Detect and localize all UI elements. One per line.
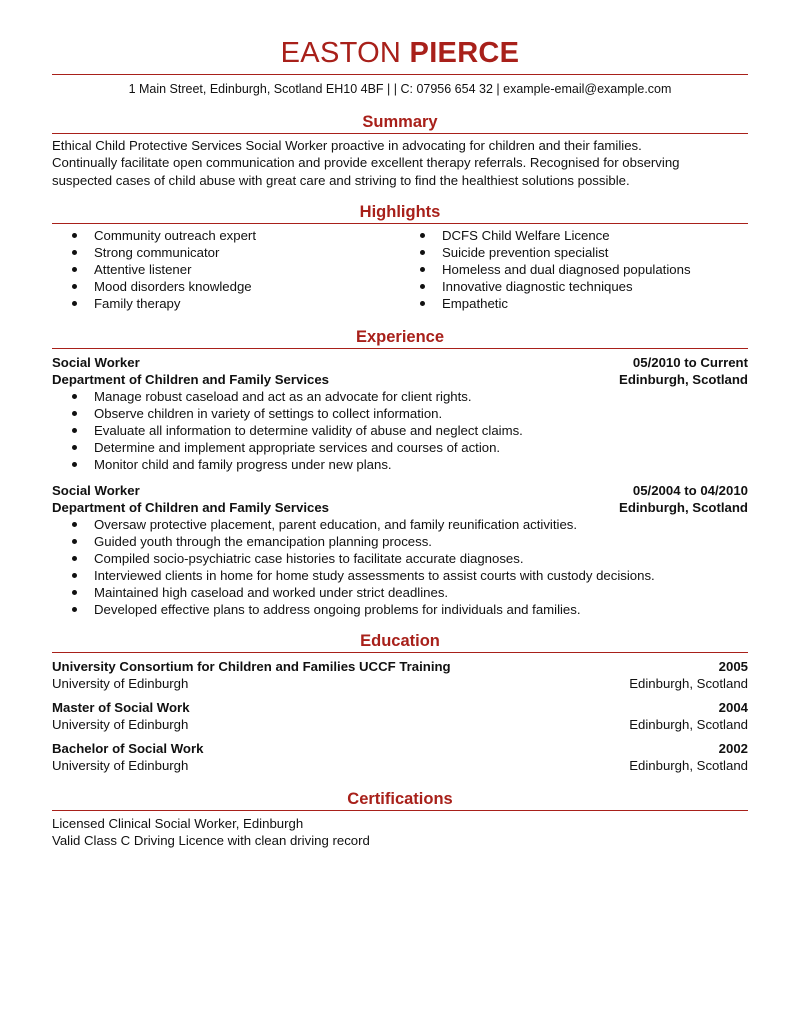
job-duty: Observe children in variety of settings to collect information. <box>52 405 748 422</box>
summary-text <box>52 137 748 189</box>
last-name: PIERCE <box>409 37 520 69</box>
job-location: Edinburgh, Scotland <box>619 371 748 387</box>
education-school: University of Edinburgh <box>52 716 189 732</box>
education-year: 2004 <box>718 699 748 715</box>
highlight-item: Family therapy <box>52 295 400 312</box>
education-school: University of Edinburgh <box>52 675 189 691</box>
summary-line: Continually facilitate open communication and provide excellent therapy referrals. Recognised for observing <box>52 155 680 171</box>
highlight-item: Innovative diagnostic techniques <box>400 278 748 295</box>
certifications-list <box>52 815 748 849</box>
job-title: Social Worker <box>52 354 140 370</box>
job-duty: Developed effective plans to address ongoing problems for individuals and families. <box>52 601 748 618</box>
job-employer: Department of Children and Family Services <box>52 499 330 515</box>
job-duty: Maintained high caseload and worked under strict deadlines. <box>52 584 748 601</box>
highlight-item: Suicide prevention specialist <box>400 244 748 261</box>
highlights-right-column <box>400 227 748 312</box>
job-duty: Evaluate all information to determine validity of abuse and neglect claims. <box>52 422 748 439</box>
job-duty: Manage robust caseload and act as an advocate for client rights. <box>52 388 748 405</box>
job-entry <box>52 354 748 473</box>
first-name: EASTON <box>280 37 402 69</box>
education-degree: University Consortium for Children and Families UCCF Training <box>52 658 451 674</box>
education-entry <box>52 699 748 733</box>
education-location: Edinburgh, Scotland <box>629 716 748 732</box>
highlights-list <box>52 227 748 312</box>
certification-item: Licensed Clinical Social Worker, Edinburgh <box>52 815 304 831</box>
certification-item: Valid Class C Driving Licence with clean driving record <box>52 832 370 848</box>
education-degree: Master of Social Work <box>52 699 190 715</box>
job-location: Edinburgh, Scotland <box>619 499 748 515</box>
header-rule <box>52 74 748 75</box>
education-title: Education <box>360 631 440 650</box>
education-rule <box>52 652 748 653</box>
job-employer: Department of Children and Family Services <box>52 371 330 387</box>
job-duty: Monitor child and family progress under new plans. <box>52 456 748 473</box>
education-entry <box>52 658 748 692</box>
job-duty: Oversaw protective placement, parent education, and family reunification activities. <box>52 516 748 533</box>
job-duty: Interviewed clients in home for home study assessments to assist courts with custody decisions. <box>52 567 748 584</box>
summary-line: Ethical Child Protective Services Social Worker proactive in advocating for children and their families. <box>52 138 642 153</box>
education-degree: Bachelor of Social Work <box>52 740 204 756</box>
summary-rule <box>52 133 748 134</box>
highlights-left-column <box>52 227 400 312</box>
certifications-rule <box>52 810 748 811</box>
job-dates: 05/2004 to 04/2010 <box>632 482 748 498</box>
highlight-item: Attentive listener <box>52 261 400 278</box>
job-duty: Compiled socio-psychiatric case histories to facilitate accurate diagnoses. <box>52 550 748 567</box>
job-entry <box>52 482 748 618</box>
job-duties <box>52 516 748 618</box>
candidate-name <box>52 36 748 70</box>
education-year: 2002 <box>718 740 748 756</box>
education-location: Edinburgh, Scotland <box>629 675 748 691</box>
summary-title: Summary <box>362 113 438 131</box>
education-location: Edinburgh, Scotland <box>629 757 748 773</box>
certifications-title: Certifications <box>347 789 453 808</box>
job-title: Social Worker <box>52 482 140 498</box>
highlight-item: Community outreach expert <box>52 227 400 244</box>
education-entry <box>52 740 748 774</box>
job-duty: Guided youth through the emancipation planning process. <box>52 533 748 550</box>
highlights-title: Highlights <box>359 202 441 221</box>
highlight-item: Strong communicator <box>52 244 400 261</box>
summary-line: suspected cases of child abuse with great care and striving to find the healthiest solutions possible. <box>52 172 630 188</box>
job-duty: Determine and implement appropriate services and courses of action. <box>52 439 748 456</box>
education-year: 2005 <box>718 658 748 674</box>
job-dates: 05/2010 to Current <box>632 354 748 370</box>
experience-title: Experience <box>355 327 445 346</box>
highlight-item: Homeless and dual diagnosed populations <box>400 261 748 278</box>
highlight-item: Mood disorders knowledge <box>52 278 400 295</box>
highlights-rule <box>52 223 748 224</box>
contact-line: 1 Main Street, Edinburgh, Scotland EH10 4BF | | C: 07956 654 32 | example-email@example.com <box>128 82 672 96</box>
job-duties <box>52 388 748 473</box>
highlight-item: DCFS Child Welfare Licence <box>400 227 748 244</box>
resume-page <box>52 0 748 849</box>
highlight-item: Empathetic <box>400 295 748 312</box>
education-school: University of Edinburgh <box>52 757 189 773</box>
experience-rule <box>52 348 748 349</box>
